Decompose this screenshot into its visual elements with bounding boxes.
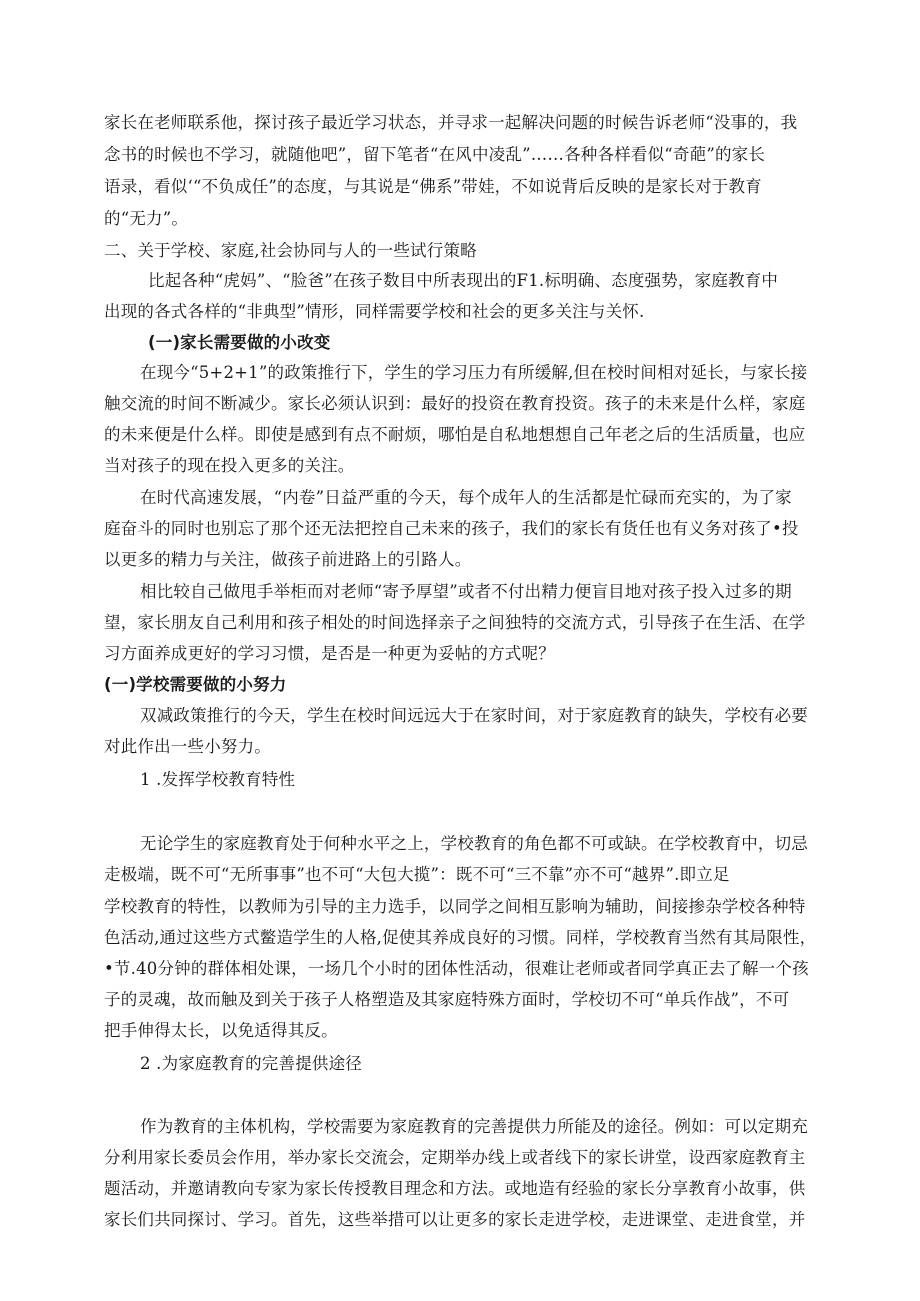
text-line: 双减政策推行的今天，学生在校时间远远大于在家时间，对于家庭教育的缺失，学校有必要 bbox=[140, 706, 808, 725]
numbered-heading: 1 .发挥学校教育特性 bbox=[140, 770, 296, 789]
text-line: 分利用家长委员会作用，举办家长交流会，定期举办线上或者线下的家长讲堂，设西家庭教育主 bbox=[104, 1148, 806, 1167]
numbered-heading: 2 .为家庭教育的完善提供途径 bbox=[140, 1054, 362, 1073]
text-line: 在现今“5+2+1”的政策推行下，学生的学习压力有所缓解,但在校时间相对延长，与家长接 bbox=[140, 363, 808, 382]
text-line: 的“无力”。 bbox=[104, 209, 189, 228]
text-line: 语录，看似‘“不负成任”的态度，与其说是“佛系”带娃，不如说背后反映的是家长对于教育 bbox=[104, 177, 762, 196]
text-line: 把手伸得太长，以免适得其反。 bbox=[104, 1021, 338, 1040]
text-line: 无论学生的家庭教育处于何种水平之上，学校教育的角色都不可或缺。在学校教育中，切忌 bbox=[140, 834, 808, 853]
text-line: 作为教育的主体机构，学校需要为家庭教育的完善提供力所能及的途径。例如：可以定期充 bbox=[140, 1117, 808, 1136]
text-line: •节.40分钟的群体相处课，一场几个小时的团体性活动，很难让老师或者同学真正去了解一个孩 bbox=[104, 959, 809, 978]
text-line: 比起各种“虎妈”、“脸爸”在孩子数目中所表现出的F1.标明确、态度强势，家庭教育中 bbox=[148, 271, 779, 290]
text-line: 的未来便是什么样。即使是感到有点不耐烦，哪怕是自私地想想自己年老之后的生活质量，也应 bbox=[104, 425, 806, 444]
text-line: 色活动,通过这些方式鳖造学生的人格,促使其养成良好的习惯。同样，学校教育当然有其局限性， bbox=[104, 928, 817, 947]
text-line: 出现的各式各样的“非典型”情形，同样需要学校和社会的更多关注与关怀. bbox=[104, 302, 645, 321]
text-line: 习方面养成更好的学习习惯，是否是一种更为妥帖的方式呢？ bbox=[104, 644, 555, 663]
text-line: 当对孩子的现在投入更多的关注。 bbox=[104, 456, 355, 475]
text-line: 家长们共同探讨、学习。首先，这些举措可以让更多的家长走进学校，走进课堂、走进食堂，并 bbox=[104, 1210, 806, 1229]
text-line: 走极端，既不可“无所事事”也不可“大包大揽”：既不可“三不靠”亦不可“越界”.即立足 bbox=[104, 865, 730, 884]
text-line: 触交流的时间不断减少。家长必须认识到：最好的投资在教育投资。孩子的未来是什么样，家庭 bbox=[104, 394, 806, 413]
text-line: 在时代高速发展，“内卷”日益严重的今天，每个成年人的生活都是忙碌而充实的，为了家 bbox=[140, 488, 792, 507]
section-heading: 二、关于学校、家庭,社会协同与人的一些试行策略 bbox=[104, 241, 477, 260]
text-line: 以更多的精力与关注，做孩子前进路上的引路人。 bbox=[104, 550, 472, 569]
text-line: 望，家长朋友自己利用和孩子相处的时间选择亲子之间独特的交流方式，引导孩子在生活、在学 bbox=[104, 613, 806, 632]
text-line: 家长在老师联系他，探讨孩子最近学习状态，并寻求一起解决问题的时候告诉老师“没事的，我 bbox=[104, 113, 798, 132]
text-line: 学校教育的特性，以教师为引导的主力选手，以同学之间相互影响为辅助，间接掺杂学校各种特 bbox=[104, 897, 806, 916]
text-line: 对此作出一些小努力。 bbox=[104, 737, 271, 756]
text-line: 庭奋斗的同时也别忘了那个还无法把控自己未来的孩子，我们的家长有货任也有义务对孩了•投 bbox=[104, 519, 799, 538]
text-line: 子的灵魂，故而触及到关于孩子人格塑造及其家庭特殊方面时，学校切不可“单兵作战”，不可 bbox=[104, 990, 790, 1009]
text-line: 题活动，并邀请教向专家为家长传授教目理念和方法。或地造有经验的家长分享教育小故事，供 bbox=[104, 1179, 806, 1198]
subsection-heading: (一)家长需要做的小改变 bbox=[148, 333, 331, 352]
text-line: 念书的时候也不学习，就随他吧”，留下笔者“在风中凌乱”……各种各样看似“奇葩”的家长 bbox=[104, 145, 766, 164]
text-line: 相比较自己做甩手举柜而对老师“寄予厚望”或者不付出精力便盲目地对孩子投入过多的期 bbox=[140, 582, 792, 601]
subsection-heading: (一)学校需要做的小努力 bbox=[104, 675, 287, 694]
